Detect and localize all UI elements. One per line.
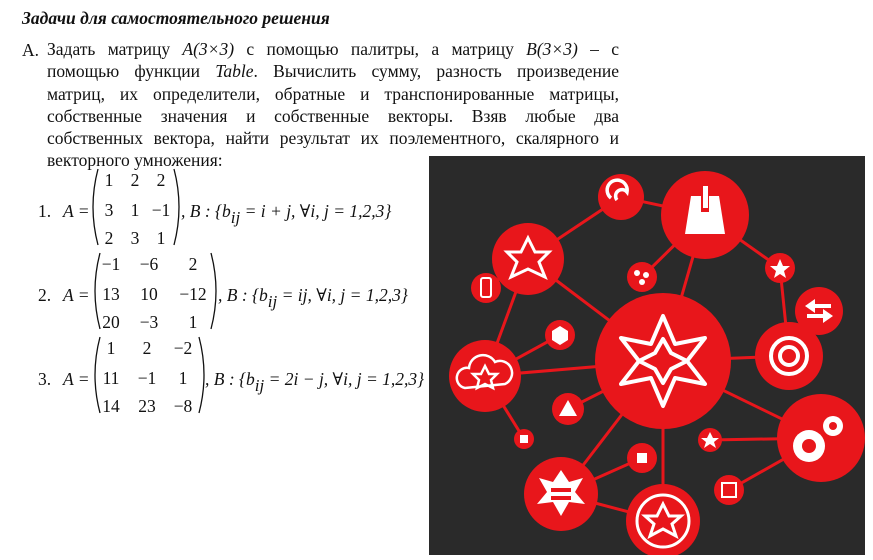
b-definition (181, 201, 392, 227)
task-line (47, 83, 619, 105)
b-subscript: ij (230, 208, 241, 227)
central-node (595, 293, 731, 429)
matrix-cell: −1 (101, 254, 121, 274)
task-line-text: собственных вектора, найти результат их поэлементного, скалярного и (47, 128, 619, 149)
network-illustration (429, 156, 865, 555)
matrix-cell: 1 (178, 368, 188, 388)
b-definition (218, 285, 408, 311)
matrix-lhs: A = (63, 285, 90, 305)
dot-icon (639, 279, 645, 285)
matrix-cell: 1 (188, 312, 198, 332)
matrix-a-dim: A(3×3) (182, 39, 235, 59)
b-rule: = ij, ∀i, j = 1,2,3} (277, 285, 408, 305)
matrix-cell: 2 (142, 338, 152, 358)
table-function-name: Table (215, 61, 254, 82)
b-prefix: , B : {b (181, 201, 231, 221)
task-line (47, 105, 619, 127)
b-prefix: , B : {b (205, 369, 255, 389)
matrix-cell: 23 (138, 396, 156, 416)
matrix-b-dim: B(3×3) (526, 39, 578, 59)
dot-icon (643, 272, 649, 278)
matrix-cell: 3 (104, 200, 114, 220)
matrix-cell: −6 (139, 254, 159, 274)
spikey-node (492, 223, 564, 295)
task-line-text: собственные значения и собственные векторы. Взяв любые два (47, 105, 619, 126)
matrix-cell: −3 (139, 312, 159, 332)
square-icon (520, 435, 528, 443)
matrix-cell: 1 (130, 200, 140, 220)
b-rule: = 2i − j, ∀i, j = 1,2,3} (264, 369, 425, 389)
matrix-cell: 20 (102, 312, 120, 332)
nodes (449, 171, 865, 555)
cloud-node (449, 340, 521, 412)
task-line-text: матриц, их определители, обратные и транспонированные матрицы, (47, 83, 619, 104)
task-line (47, 60, 619, 82)
task-line-text: – с (577, 39, 619, 59)
matrix-lhs: A = (63, 369, 90, 389)
matrix-cell: 2 (156, 170, 166, 190)
task-line-text: с помощью палитры, а матрицу (234, 39, 527, 59)
matrix-cell: 11 (102, 368, 120, 388)
matrix-cell: 2 (130, 170, 140, 190)
task-line-text: Задать матрицу (47, 39, 183, 59)
matrix-cell: 2 (104, 228, 114, 248)
matrix-lhs: A = (63, 201, 90, 221)
problem-number: 1. (38, 201, 52, 221)
task-line (47, 38, 619, 60)
arrows-node (795, 287, 843, 335)
problem-number: 3. (38, 369, 52, 389)
matrix-cell: −1 (151, 200, 171, 220)
matrix-cell: 3 (130, 228, 140, 248)
b-definition (205, 369, 425, 395)
matrix-cell: −2 (173, 338, 193, 358)
task-label: А. (22, 40, 40, 60)
task-line-text: . Вычислить сумму, разность произведение (253, 61, 619, 82)
task-line (47, 127, 619, 149)
small-cluster-node (627, 262, 657, 292)
matrix-cell: 14 (102, 396, 120, 416)
task-line-text: помощью функции (47, 61, 216, 82)
b-subscript: ij (267, 292, 278, 311)
matrix-cell: −8 (173, 396, 193, 416)
matrix-cell: 1 (104, 170, 114, 190)
task-line-text: векторного умножения: (47, 150, 223, 171)
b-rule: = i + j, ∀i, j = 1,2,3} (240, 201, 392, 221)
b-prefix: , B : {b (218, 285, 268, 305)
page-title: Задачи для самостоятельного решения (22, 8, 330, 28)
b-subscript: ij (254, 376, 265, 395)
chip-node (714, 475, 744, 505)
matrix-cell: 10 (140, 284, 158, 304)
matrix-cell: 13 (102, 284, 120, 304)
matrix-cell: 2 (188, 254, 198, 274)
network-graphic (429, 156, 865, 555)
matrix-cell: −1 (137, 368, 157, 388)
problem-number: 2. (38, 285, 52, 305)
task-text (47, 38, 619, 172)
matrix-cell: 1 (156, 228, 166, 248)
matrix-cell: 1 (106, 338, 116, 358)
dot-icon (634, 270, 640, 276)
network-icon (637, 453, 647, 463)
matrix-cell: −12 (179, 284, 207, 304)
